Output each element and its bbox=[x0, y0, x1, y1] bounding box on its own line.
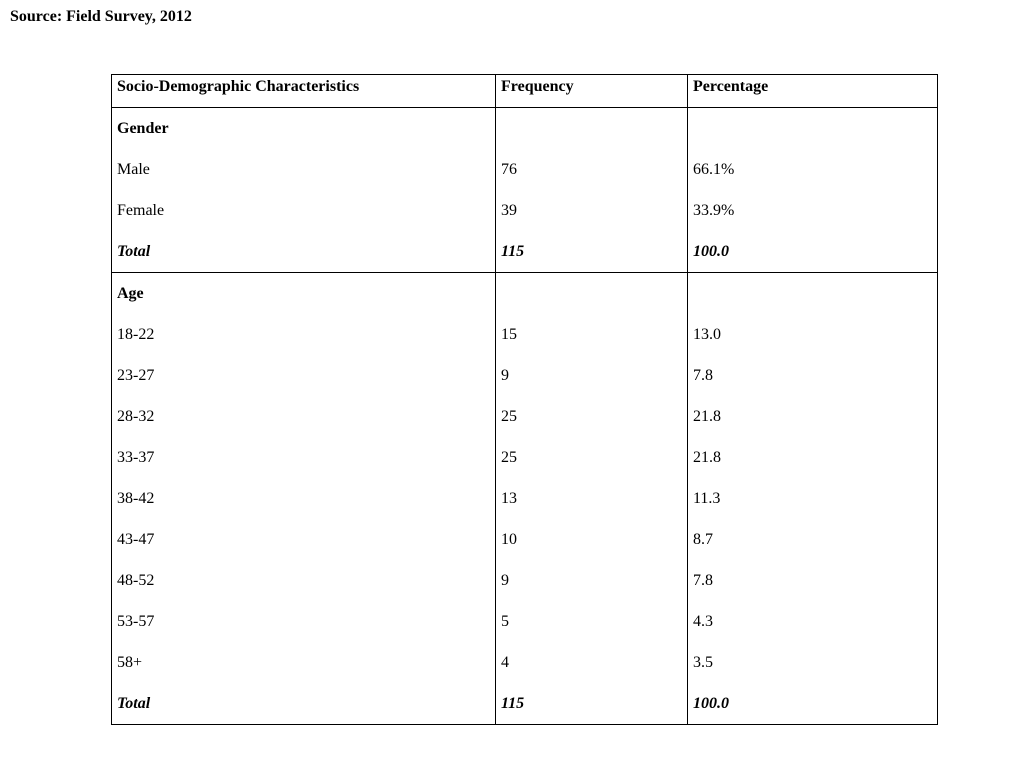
age-heading-percentage-blank bbox=[693, 273, 937, 314]
age-row-label: 23-27 bbox=[117, 367, 155, 384]
gender-label-column bbox=[112, 108, 496, 273]
age-row-frequency: 25 bbox=[501, 408, 517, 425]
gender-frequency-column bbox=[496, 108, 688, 273]
gender-male-frequency: 76 bbox=[501, 161, 517, 178]
gender-female-percentage: 33.9% bbox=[693, 202, 735, 219]
age-row-percentage: 21.8 bbox=[693, 408, 721, 425]
age-row-frequency: 9 bbox=[501, 572, 509, 589]
gender-female-label: Female bbox=[117, 202, 165, 219]
age-heading: Age bbox=[117, 285, 144, 302]
age-row-percentage: 8.7 bbox=[693, 531, 713, 548]
age-total-percentage: 100.0 bbox=[693, 695, 729, 712]
age-percentage-column bbox=[688, 273, 938, 725]
age-row-label: 58+ bbox=[117, 654, 143, 671]
age-row-percentage: 3.5 bbox=[693, 654, 713, 671]
gender-total-label: Total bbox=[117, 243, 151, 260]
age-row-frequency: 10 bbox=[501, 531, 517, 548]
age-row-percentage: 21.8 bbox=[693, 449, 721, 466]
age-section bbox=[112, 273, 938, 725]
age-row-percentage: 7.8 bbox=[693, 367, 713, 384]
gender-total-frequency: 115 bbox=[501, 243, 525, 260]
age-frequency-column bbox=[496, 273, 688, 725]
age-row-label: 18-22 bbox=[117, 326, 155, 343]
age-row-percentage: 11.3 bbox=[693, 490, 721, 507]
age-row-frequency: 15 bbox=[501, 326, 517, 343]
gender-section-row bbox=[112, 108, 938, 273]
source-caption: Source: Field Survey, 2012 bbox=[10, 8, 192, 25]
gender-female-frequency: 39 bbox=[501, 202, 517, 219]
header-percentage: Percentage bbox=[688, 75, 938, 108]
age-label-column bbox=[112, 273, 496, 725]
age-row-label: 38-42 bbox=[117, 490, 155, 507]
age-row-label: 48-52 bbox=[117, 572, 155, 589]
gender-male-label: Male bbox=[117, 161, 150, 178]
header-frequency: Frequency bbox=[496, 75, 688, 108]
age-row-label: 33-37 bbox=[117, 449, 155, 466]
age-row-percentage: 7.8 bbox=[693, 572, 713, 589]
gender-percentage-column bbox=[688, 108, 938, 273]
gender-heading-percentage-blank bbox=[693, 108, 937, 149]
header-row bbox=[112, 75, 938, 108]
table-header bbox=[112, 75, 938, 108]
age-row-frequency: 4 bbox=[501, 654, 509, 671]
gender-section bbox=[112, 108, 938, 273]
age-row-frequency: 5 bbox=[501, 613, 509, 630]
gender-heading-frequency-blank bbox=[501, 108, 687, 149]
gender-total-percentage: 100.0 bbox=[693, 243, 729, 260]
age-row-frequency: 13 bbox=[501, 490, 517, 507]
age-section-row bbox=[112, 273, 938, 725]
age-heading-frequency-blank bbox=[501, 273, 687, 314]
age-row-percentage: 4.3 bbox=[693, 613, 713, 630]
age-row-frequency: 9 bbox=[501, 367, 509, 384]
gender-heading: Gender bbox=[117, 120, 169, 137]
header-characteristics: Socio-Demographic Characteristics bbox=[112, 75, 496, 108]
gender-male-percentage: 66.1% bbox=[693, 161, 735, 178]
age-row-label: 53-57 bbox=[117, 613, 155, 630]
age-row-label: 43-47 bbox=[117, 531, 155, 548]
age-row-percentage: 13.0 bbox=[693, 326, 721, 343]
age-row-frequency: 25 bbox=[501, 449, 517, 466]
demographics-table bbox=[111, 74, 938, 725]
age-total-frequency: 115 bbox=[501, 695, 525, 712]
age-total-label: Total bbox=[117, 695, 151, 712]
age-row-label: 28-32 bbox=[117, 408, 155, 425]
